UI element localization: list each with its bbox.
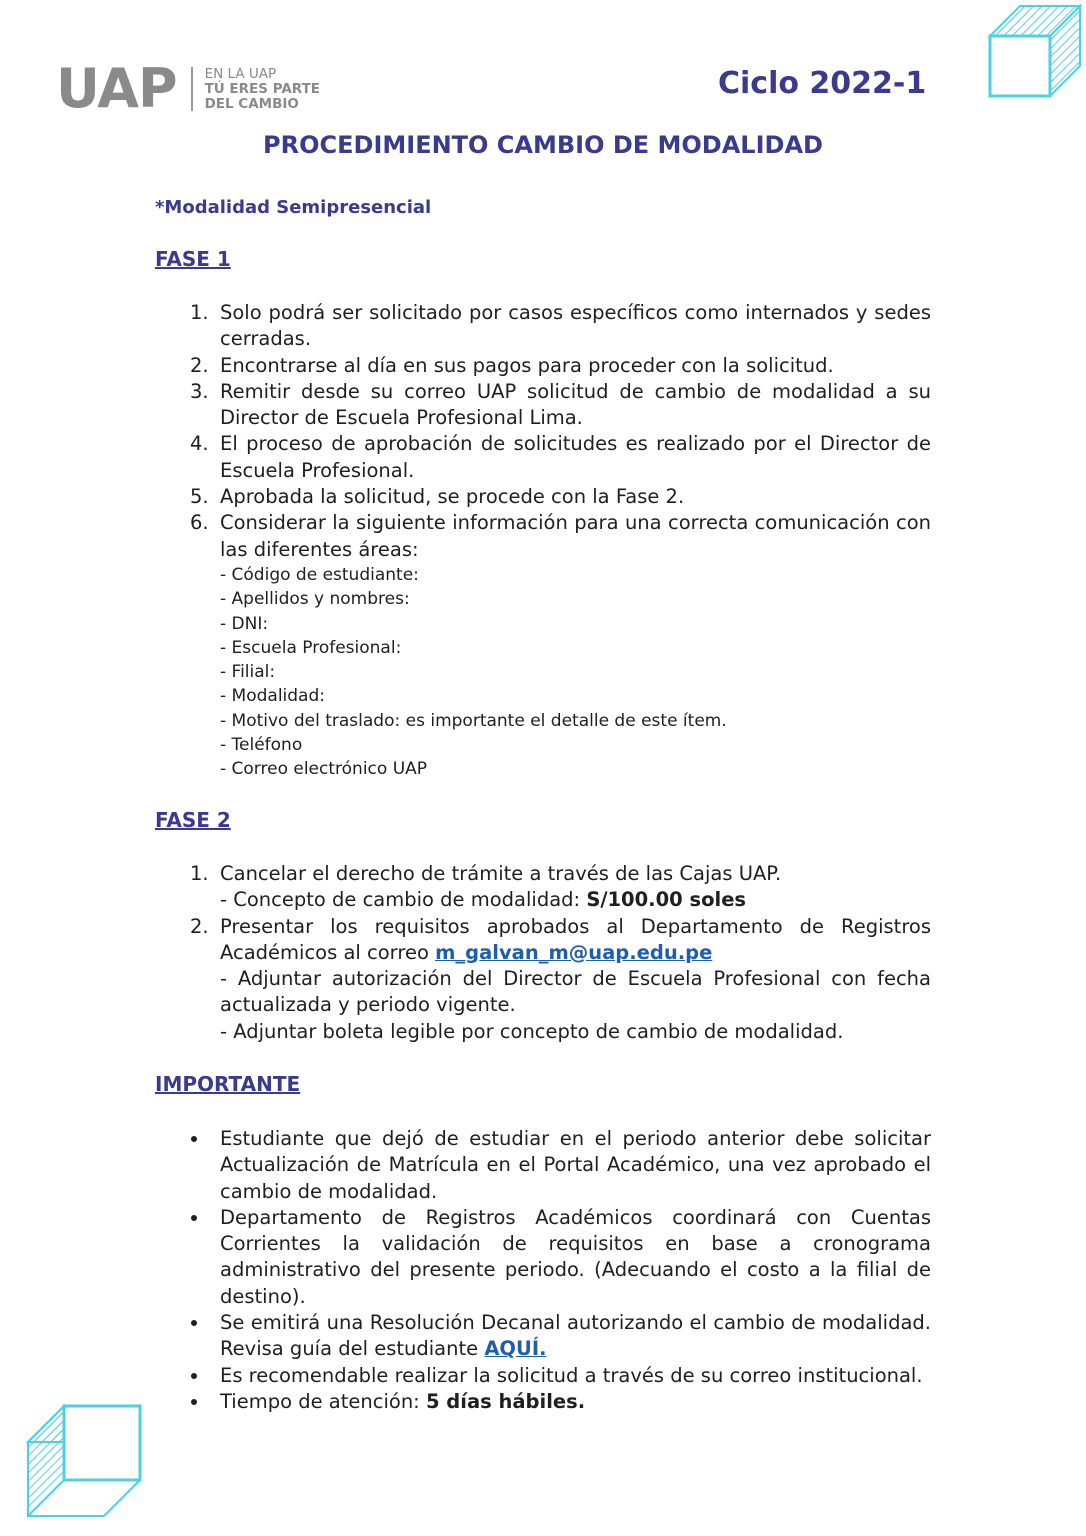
list-item bbox=[155, 914, 931, 1045]
uap-logo bbox=[56, 57, 321, 120]
requirements-text: Presentar los requisitos aprobados al Departamento de Registros Académicos al correo bbox=[220, 914, 931, 964]
bullet-text: Departamento de Registros Académicos coordinará con Cuentas Corrientes la validación de requisitos en base a cronograma administrativo del presente periodo. (Adecuando el costo a la filial de destino). bbox=[220, 1205, 931, 1308]
bullet-icon bbox=[155, 1389, 220, 1415]
bullet-text: Estudiante que dejó de estudiar en el periodo anterior debe solicitar Actualización de Matrícula en el Portal Académico, una vez aprobado el cambio de modalidad. bbox=[220, 1127, 931, 1203]
bullet-icon bbox=[155, 1363, 220, 1389]
list-item bbox=[155, 510, 931, 781]
requirement-note: - Adjuntar boleta legible por concepto de cambio de modalidad. bbox=[220, 1019, 844, 1043]
requirement-note: - Adjuntar autorización del Director de Escuela Profesional con fecha actualizada y periodo vigente. bbox=[220, 967, 931, 1017]
list-number: 1. bbox=[190, 301, 209, 324]
bullet-icon bbox=[155, 1205, 220, 1310]
list-number: 3. bbox=[190, 379, 209, 403]
bullet-item bbox=[155, 1205, 931, 1310]
field-item: - DNI: bbox=[220, 613, 269, 634]
list-item-text: Solo podrá ser solicitado por casos específicos como internados y sedes cerradas. bbox=[220, 301, 931, 351]
list-number: 2. bbox=[190, 914, 209, 938]
list-item bbox=[155, 379, 931, 432]
bullet-text: Se emitirá una Resolución Decanal autorizando el cambio de modalidad. Revisa guía del estudiante bbox=[220, 1311, 931, 1361]
cycle-label: Ciclo 2022-1 bbox=[718, 66, 927, 101]
list-item-text: El proceso de aprobación de solicitudes es realizado por el Director de Escuela Profesional. bbox=[220, 432, 931, 482]
list-item-text: Considerar la siguiente información para una correcta comunicación con las diferentes áreas: bbox=[220, 511, 931, 561]
page-title: PROCEDIMIENTO CAMBIO DE MODALIDAD bbox=[263, 131, 823, 159]
list-item-text: Cancelar el derecho de trámite a través de las Cajas UAP. bbox=[220, 862, 782, 885]
field-item: - Filial: bbox=[220, 662, 276, 683]
logo-tag-line-2: TÚ ERES PARTE bbox=[204, 80, 321, 97]
bullet-icon bbox=[155, 1126, 220, 1205]
list-number: 6. bbox=[190, 511, 209, 535]
bullet-item bbox=[155, 1389, 931, 1415]
field-item: - Modalidad: bbox=[220, 686, 325, 707]
bullet-item bbox=[155, 1126, 931, 1205]
list-item bbox=[155, 484, 931, 510]
list-item bbox=[155, 353, 931, 379]
fee-label: - Concepto de cambio de modalidad: bbox=[220, 888, 587, 912]
cube-decoration-icon bbox=[24, 1400, 144, 1520]
list-item bbox=[155, 861, 931, 914]
list-item bbox=[155, 300, 931, 353]
modality-label: *Modalidad Semipresencial bbox=[155, 197, 432, 218]
list-number: 4. bbox=[190, 432, 209, 456]
important-list bbox=[155, 1126, 931, 1415]
logo-mark: UAP bbox=[56, 57, 177, 120]
field-item: - Apellidos y nombres: bbox=[220, 589, 410, 610]
logo-tagline bbox=[205, 67, 320, 112]
fee-concept bbox=[220, 887, 931, 913]
list-item-text bbox=[220, 914, 931, 967]
logo-tag-line-1: EN LA UAP bbox=[204, 65, 277, 82]
bullet-text: Es recomendable realizar la solicitud a través de su correo institucional. bbox=[220, 1363, 923, 1387]
list-number: 2. bbox=[190, 353, 209, 377]
list-item-text: Remitir desde su correo UAP solicitud de cambio de modalidad a su Director de Escuela Profesional Lima. bbox=[220, 379, 931, 430]
bullet-item bbox=[155, 1310, 931, 1363]
email-link[interactable]: m_galvan_m@uap.edu.pe bbox=[435, 940, 713, 964]
required-fields bbox=[220, 563, 931, 782]
logo-tag-line-3: DEL CAMBIO bbox=[204, 95, 299, 112]
important-heading: IMPORTANTE bbox=[155, 1072, 301, 1096]
phase-2-list bbox=[155, 861, 931, 1045]
field-item: - Teléfono bbox=[220, 735, 303, 756]
phase-2-heading: FASE 2 bbox=[155, 808, 231, 832]
field-item: - Motivo del traslado: es importante el detalle de este ítem. bbox=[220, 710, 727, 731]
fee-amount: S/100.00 soles bbox=[586, 888, 747, 912]
attention-time: 5 días hábiles. bbox=[425, 1389, 586, 1413]
list-item-text: Encontrarse al día en sus pagos para proceder con la solicitud. bbox=[220, 353, 834, 377]
field-item: - Código de estudiante: bbox=[220, 564, 419, 585]
list-item bbox=[155, 431, 931, 484]
list-number: 1. bbox=[190, 862, 209, 885]
bullet-icon bbox=[155, 1310, 220, 1363]
field-item: - Correo electrónico UAP bbox=[220, 759, 428, 780]
bullet-item bbox=[155, 1363, 931, 1389]
phase-1-list bbox=[155, 300, 931, 782]
cube-decoration-icon bbox=[986, 2, 1084, 100]
list-number: 5. bbox=[190, 485, 209, 509]
guide-link[interactable]: AQUÍ. bbox=[484, 1337, 547, 1361]
phase-1-heading: FASE 1 bbox=[155, 247, 231, 271]
field-item: - Escuela Profesional: bbox=[220, 637, 402, 658]
logo-divider bbox=[191, 67, 193, 111]
bullet-text: Tiempo de atención: bbox=[220, 1389, 426, 1413]
list-item-text: Aprobada la solicitud, se procede con la Fase 2. bbox=[220, 485, 685, 509]
